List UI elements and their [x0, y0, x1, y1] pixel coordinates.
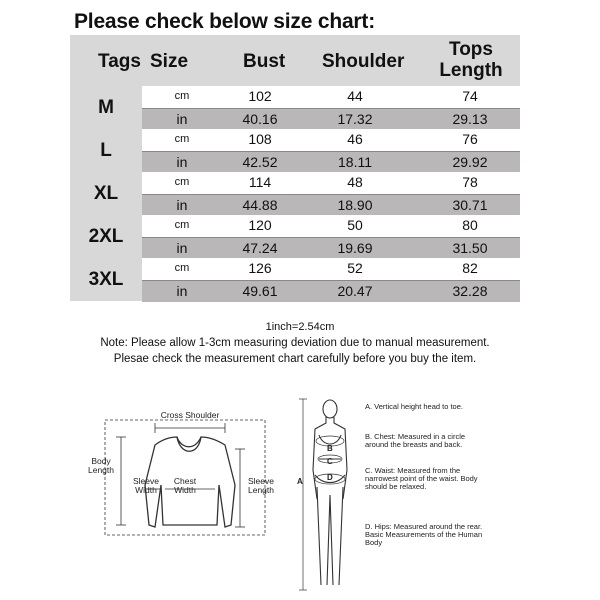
size-tag: XL [93, 182, 119, 204]
table-row [142, 108, 520, 130]
tops-length-cell: 80 [462, 217, 478, 233]
tops-length-cell: 31.50 [452, 239, 488, 256]
unit-cell: cm [174, 219, 190, 231]
bust-cell: 126 [248, 260, 272, 276]
shoulder-cell: 19.69 [337, 239, 373, 256]
tops-length-cell: 82 [462, 260, 478, 276]
tag-cell [70, 86, 142, 129]
size-chart-table [70, 35, 520, 317]
body-note-a: A. Vertical height head to toe. [365, 402, 463, 411]
bust-cell: 40.16 [242, 110, 278, 127]
body-note-d: D. Hips: Measured around the rear. Basic Measurements of the Human Body [365, 522, 483, 547]
body-note-c: C. Waist: Measured from the narrowest point of the waist. Body should be relaxed. [365, 466, 478, 491]
header-bust: Bust [243, 51, 286, 72]
shoulder-cell: 44 [347, 88, 363, 104]
size-tag: M [98, 96, 114, 118]
table-row [142, 151, 520, 173]
tag-cell [70, 258, 142, 301]
measurement-note: Note: Please allow 1-3cm measuring deviation due to manual measurement. Plesae check the measurement chart carefully before you buy the item. [100, 337, 490, 365]
body-measurement-diagram [295, 395, 515, 600]
tag-cell [70, 215, 142, 258]
bust-cell: 120 [248, 217, 272, 233]
table-row [142, 129, 520, 150]
body-figure-sketch [295, 395, 385, 600]
shoulder-cell: 52 [347, 260, 363, 276]
body-note-b: B. Chest: Measured in a circle around the breasts and back. [365, 432, 466, 449]
table-row [142, 237, 520, 259]
chest-width-label: Chest Width [173, 476, 197, 495]
unit-cell: in [176, 282, 188, 299]
shoulder-cell: 17.32 [337, 110, 373, 127]
bust-cell: 42.52 [242, 153, 278, 170]
shoulder-cell: 50 [347, 217, 363, 233]
tops-length-cell: 30.71 [452, 196, 488, 213]
unit-cell: in [176, 153, 188, 170]
body-letter-a: A [297, 477, 303, 486]
tops-length-cell: 74 [462, 88, 478, 104]
bust-cell: 49.61 [242, 282, 278, 299]
body-length-label: Body Length [88, 456, 114, 475]
bust-cell: 108 [248, 131, 272, 147]
shoulder-cell: 20.47 [337, 282, 373, 299]
shoulder-cell: 48 [347, 174, 363, 190]
unit-cell: cm [174, 176, 190, 188]
tops-length-cell: 29.92 [452, 153, 488, 170]
tops-length-cell: 32.28 [452, 282, 488, 299]
tops-length-cell: 78 [462, 174, 478, 190]
body-letter-b: B [327, 444, 333, 453]
table-row [142, 215, 520, 236]
unit-cell: cm [174, 262, 190, 274]
conversion-note: 1inch=2.54cm [265, 321, 335, 333]
table-row [142, 172, 520, 193]
garment-sketch [85, 405, 295, 585]
unit-cell: in [176, 110, 188, 127]
table-row [142, 280, 520, 302]
tops-length-cell: 29.13 [452, 110, 488, 127]
header-shoulder: Shoulder [322, 51, 405, 72]
body-letter-c: C [327, 457, 333, 466]
tag-cell [70, 129, 142, 172]
table-row [142, 86, 520, 107]
unit-cell: in [176, 196, 188, 213]
table-row [142, 258, 520, 279]
page-title: Please check below size chart: [74, 10, 375, 33]
shoulder-cell: 46 [347, 131, 363, 147]
sleeve-length-label: Sleeve Length [248, 476, 274, 495]
size-tag: 3XL [88, 268, 124, 290]
tops-length-cell: 76 [462, 131, 478, 147]
shoulder-cell: 18.11 [338, 153, 372, 170]
unit-cell: cm [174, 133, 190, 145]
cross-shoulder-label: Cross Shoulder [160, 410, 220, 420]
shoulder-cell: 18.90 [337, 196, 373, 213]
table-header [70, 35, 520, 86]
tag-cell [70, 172, 142, 215]
bust-cell: 47.24 [242, 239, 278, 256]
size-tag: 2XL [88, 225, 124, 247]
header-size: Size [150, 51, 189, 72]
sleeve-width-label: Sleeve Width [133, 476, 159, 495]
body-letter-d: D [327, 473, 333, 482]
bust-cell: 114 [248, 174, 272, 190]
garment-diagram [85, 405, 295, 585]
table-row [142, 194, 520, 216]
unit-cell: cm [174, 90, 190, 102]
bust-cell: 102 [248, 88, 272, 104]
header-tops-length: Tops Length [439, 39, 503, 81]
bust-cell: 44.88 [242, 196, 278, 213]
header-tags: Tags [98, 51, 141, 72]
size-tag: L [100, 139, 112, 161]
unit-cell: in [176, 239, 188, 256]
